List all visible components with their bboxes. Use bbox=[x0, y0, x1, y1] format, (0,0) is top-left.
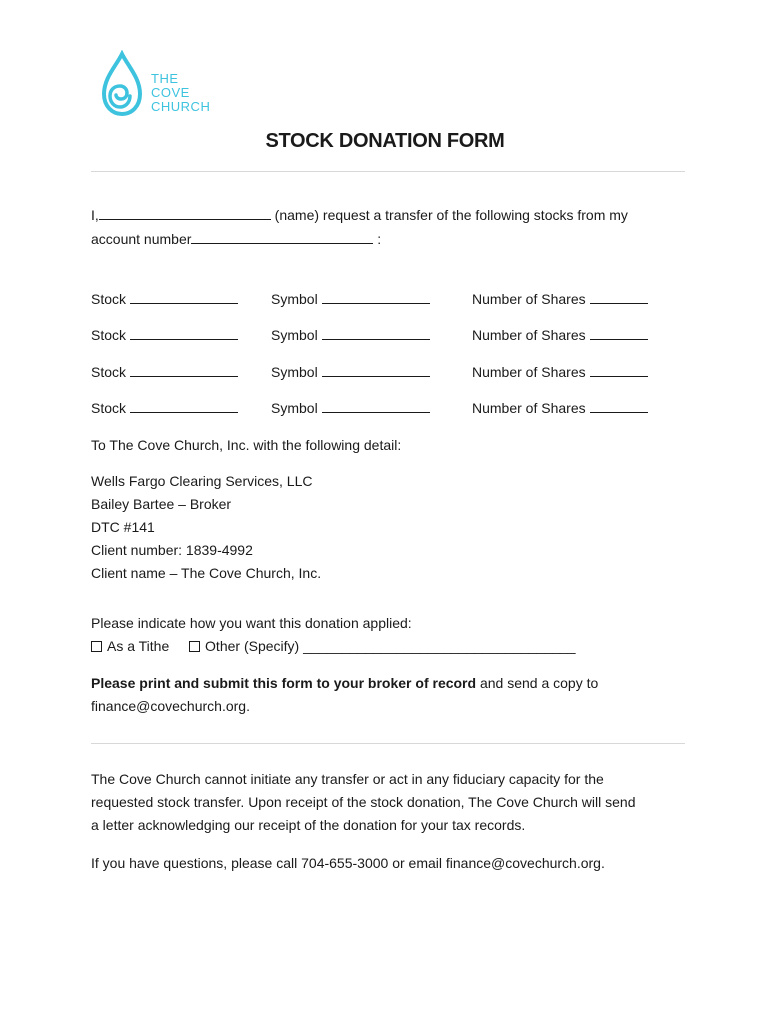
stock-row bbox=[91, 398, 691, 418]
shares-field[interactable] bbox=[590, 325, 648, 340]
stock-row bbox=[91, 289, 691, 309]
shares-label: Number of Shares bbox=[472, 400, 586, 416]
detail-line: Wells Fargo Clearing Services, LLC bbox=[91, 473, 313, 489]
stock-label: Stock bbox=[91, 364, 127, 380]
stock-field[interactable] bbox=[130, 289, 238, 304]
divider-top bbox=[91, 171, 685, 172]
shares-field[interactable] bbox=[590, 362, 648, 377]
account-number-field[interactable] bbox=[191, 229, 373, 244]
submit-bold: Please print and submit this form to your broker of record bbox=[91, 675, 477, 691]
account-label: account number bbox=[91, 231, 192, 247]
notice-line: a letter acknowledging our receipt of the donation for your tax records. bbox=[91, 817, 526, 833]
detail-line: Client name – The Cove Church, Inc. bbox=[91, 565, 322, 581]
stock-label: Stock bbox=[91, 327, 127, 343]
symbol-field[interactable] bbox=[322, 362, 430, 377]
notice-paragraph bbox=[91, 768, 691, 837]
stock-label: Stock bbox=[91, 400, 127, 416]
detail-line: Client number: 1839-4992 bbox=[91, 542, 253, 558]
name-field[interactable] bbox=[99, 205, 271, 220]
stock-field[interactable] bbox=[130, 398, 238, 413]
shares-label: Number of Shares bbox=[472, 291, 586, 307]
water-drop-spiral-icon bbox=[96, 50, 148, 120]
intro-line-1 bbox=[91, 205, 628, 225]
other-label[interactable]: Other (Specify) ___________________________________ bbox=[205, 638, 576, 654]
logo-word-church: CHURCH bbox=[151, 99, 211, 114]
stock-field[interactable] bbox=[130, 362, 238, 377]
other-checkbox[interactable] bbox=[189, 641, 200, 652]
shares-label: Number of Shares bbox=[472, 364, 586, 380]
symbol-label: Symbol bbox=[271, 364, 318, 380]
intro-line-2 bbox=[91, 229, 381, 249]
intro-prefix: I, bbox=[91, 207, 99, 223]
shares-field[interactable] bbox=[590, 398, 648, 413]
logo-word-the: THE bbox=[151, 71, 179, 86]
apply-options bbox=[91, 636, 576, 656]
symbol-field[interactable] bbox=[322, 325, 430, 340]
symbol-field[interactable] bbox=[322, 289, 430, 304]
submit-instruction bbox=[91, 672, 691, 718]
intro-after-name: (name) request a transfer of the following stocks from my bbox=[274, 207, 628, 223]
shares-label: Number of Shares bbox=[472, 327, 586, 343]
submit-email: finance@covechurch.org. bbox=[91, 698, 250, 714]
tithe-label: As a Tithe bbox=[107, 638, 170, 654]
symbol-label: Symbol bbox=[271, 327, 318, 343]
submit-rest: and send a copy to bbox=[476, 675, 599, 691]
detail-line: Bailey Bartee – Broker bbox=[91, 496, 232, 512]
stock-label: Stock bbox=[91, 291, 127, 307]
detail-line: DTC #141 bbox=[91, 519, 155, 535]
notice-line: requested stock transfer. Upon receipt of the stock donation, The Cove Church will send bbox=[91, 794, 636, 810]
to-line: To The Cove Church, Inc. with the following detail: bbox=[91, 437, 402, 453]
symbol-field[interactable] bbox=[322, 398, 430, 413]
account-colon: : bbox=[377, 231, 382, 247]
symbol-label: Symbol bbox=[271, 400, 318, 416]
stock-row bbox=[91, 325, 691, 345]
apply-question: Please indicate how you want this donation applied: bbox=[91, 615, 412, 631]
stock-row bbox=[91, 362, 691, 382]
broker-details bbox=[91, 470, 691, 585]
symbol-label: Symbol bbox=[271, 291, 318, 307]
church-logo bbox=[96, 50, 226, 120]
questions-line: If you have questions, please call 704-655-3000 or email finance@covechurch.org. bbox=[91, 855, 605, 871]
logo-word-cove: COVE bbox=[151, 85, 190, 100]
divider-bottom bbox=[91, 743, 685, 744]
notice-line: The Cove Church cannot initiate any transfer or act in any fiduciary capacity for the bbox=[91, 771, 604, 787]
stock-field[interactable] bbox=[130, 325, 238, 340]
shares-field[interactable] bbox=[590, 289, 648, 304]
tithe-checkbox[interactable] bbox=[91, 641, 102, 652]
page-title: STOCK DONATION FORM bbox=[265, 130, 505, 152]
